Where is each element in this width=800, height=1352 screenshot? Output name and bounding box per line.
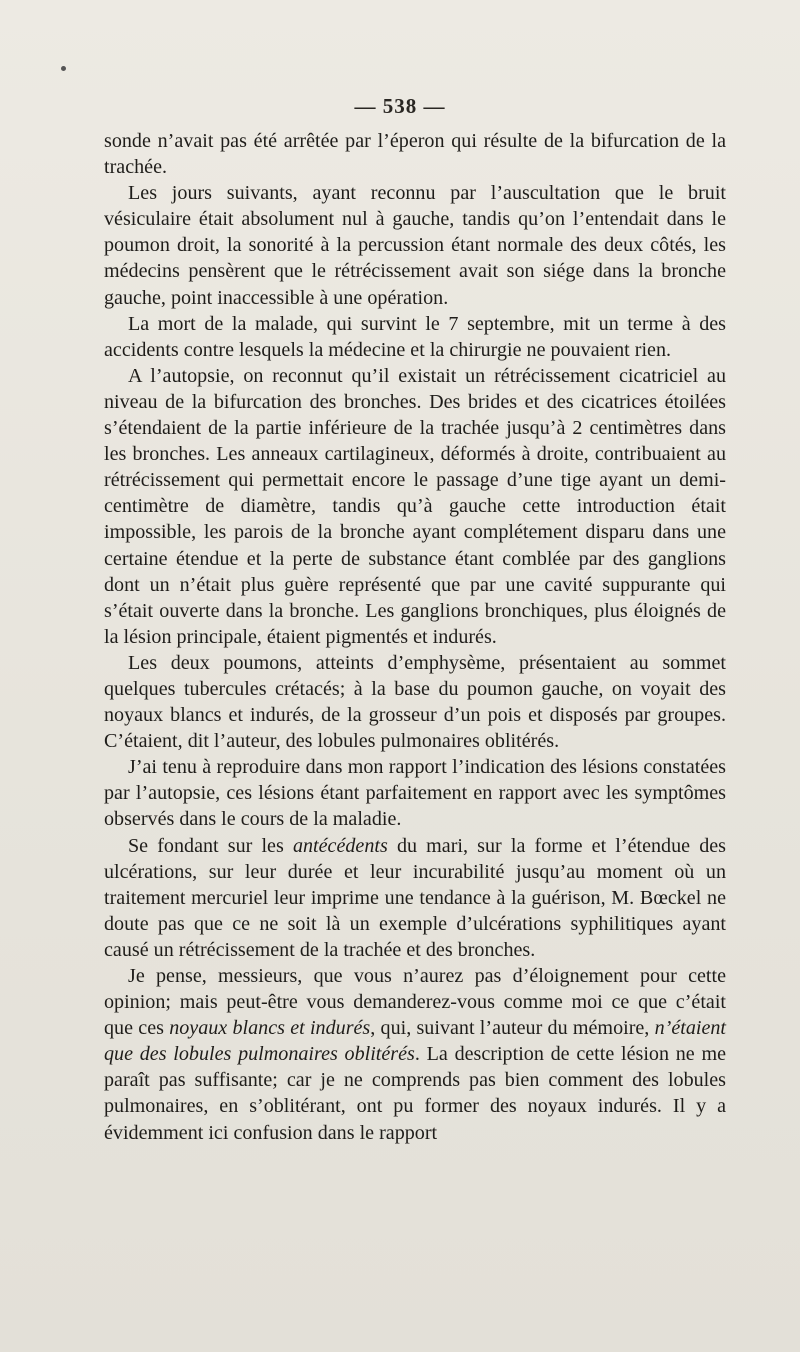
italic-phrase: antécédents — [292, 834, 388, 857]
ink-speck — [61, 66, 66, 71]
text-run: Les jours suivants, ayant reconnu par l’auscultation que le bruit vésiculaire était absolument nul à gauche, tandis qu’on l’entendait dans le poumon droit, la sonorité à la percussion étant normale des deux côtés, les médecins pensèrent que le rétrécissement avait son siége dans la bronche gauche, point inaccessible à une opération. — [104, 182, 726, 309]
text-run: La mort de la malade, qui survint le 7 septembre, mit un terme à des accidents contre lesquels la médecine et la chirurgie ne pouvaient rien. — [104, 312, 726, 361]
italic-phrase: n’étaient que des lobules pulmonaires oblitérés — [104, 1017, 727, 1066]
paragraph-opinion — [104, 963, 726, 1146]
italic-phrase: noyaux blancs et indurés — [169, 1017, 371, 1040]
text-run: . La description de cette lésion ne me paraît pas suffisante; car je ne comprends pas bien comment des lobules pulmonaires, en s’oblitérant, ont pu former des noyaux indurés. Il y a évidemment ici confusion dans le rapport — [104, 1043, 726, 1144]
text-run: du mari, sur la forme et l’étendue des ulcérations, sur leur durée et leur incurabilité jusqu’au moment où un traitement mercuriel leur imprime une tendance à la guérison, M. Bœckel ne doute pas que ce ne soit là un exemple d’ulcérations syphilitiques ayant causé un rétrécissement de la trachée et des bronches. — [104, 834, 726, 961]
text-run: Je pense, messieurs, que vous n’aurez pas d’éloignement pour cette opinion; mais peut-être vous demanderez-vous comme moi ce que c’était que ces — [104, 965, 726, 1040]
text-run: sonde n’avait pas été arrêtée par l’éperon qui résulte de la bifurcation de la trachée. — [104, 130, 726, 179]
page-number: — 538 — — [354, 94, 446, 118]
paragraph-diagnosis — [104, 833, 726, 963]
text-run: Les deux poumons, atteints d’emphysème, présentaient au sommet quelques tubercules crétacés; à la base du poumon gauche, on voyait des noyaux blancs et indurés, de la grosseur d’un pois et disposés par groupes. C’étaient, dit l’auteur, des lobules pulmonaires oblitérés. — [104, 651, 726, 753]
paragraph-lungs — [104, 650, 726, 754]
text-run: A l’autopsie, on reconnut qu’il existait un rétrécissement cicatriciel au niveau de la bifurcation des bronches. Des brides et des cicatrices étoilées s’étendaient de la partie inférieure de la trachée jusqu’à 2 centimètres dans les bronches. Les anneaux cartilagineux, déformés à droite, contribuaient au rétrécissement qui permettait encore le passage d’une tige ayant un demi-centimètre de diamètre, tandis qu’à gauche cette introduction était impossible, les parois de la bronche ayant complétement disparu dans une certaine étendue et la perte de substance étant comblée par des ganglions dont un n’était plus guère représenté que par une cavité suppurante qui s’était ouverte dans la bronche. Les ganglions bronchiques, plus éloignés de la lésion principale, étaient pigmentés et indurés. — [104, 364, 726, 648]
text-run: , qui, suivant l’auteur du mémoire, — [370, 1017, 655, 1040]
paragraph-auscultation — [104, 180, 726, 310]
body-text — [104, 128, 726, 1146]
text-run: Se fondant sur les — [128, 834, 293, 857]
paragraph-autopsy — [104, 363, 726, 650]
text-run: J’ai tenu à reproduire dans mon rapport l’indication des lésions constatées par l’autopsie, ces lésions étant parfaitement en rapport avec les symptômes observés dans le cours de la maladie. — [104, 756, 726, 831]
paragraph-lesions — [104, 754, 726, 832]
paragraph-death — [104, 311, 726, 363]
paragraph-continuation — [104, 128, 726, 180]
